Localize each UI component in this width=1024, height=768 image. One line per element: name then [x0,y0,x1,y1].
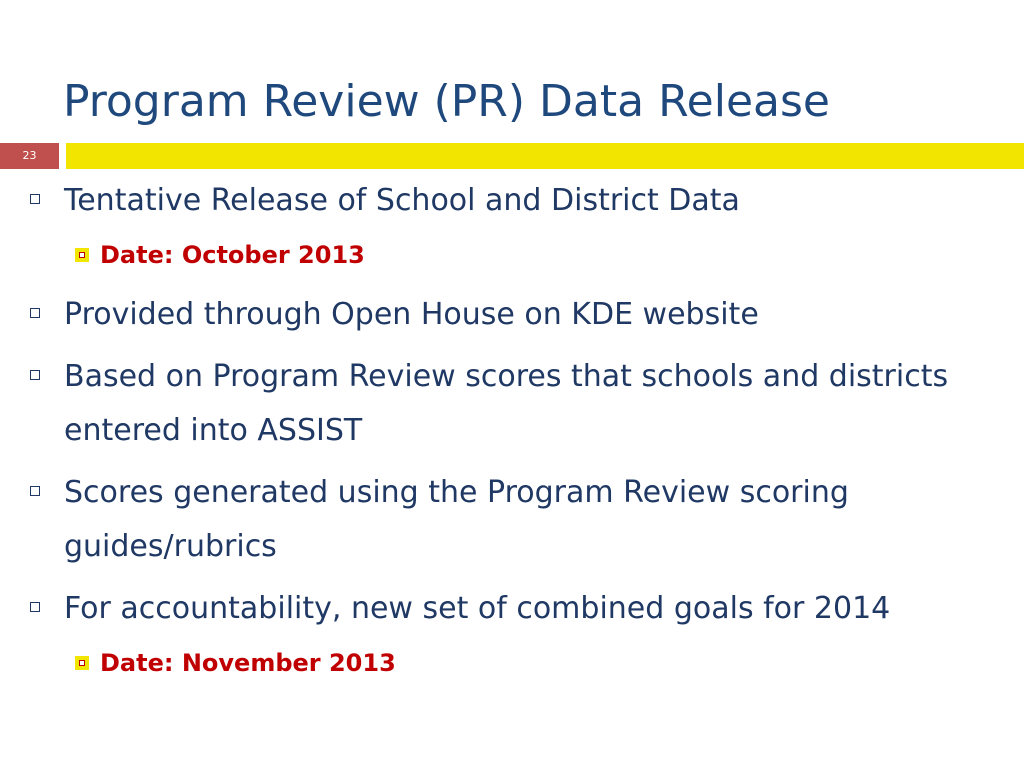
hollow-square-bullet-icon [30,602,40,612]
sub-bullet-item [0,644,1024,682]
slide-number: 23 [0,143,59,169]
sub-bullet-text: Date: October 2013 [100,241,365,269]
bullet-item [0,174,1024,228]
sub-bullet-text: Date: November 2013 [100,649,396,677]
bullet-item [0,288,1024,342]
bullet-text: Tentative Release of School and District Data [64,183,740,218]
bullet-text: Provided through Open House on KDE website [64,297,759,332]
slide-title: Program Review (PR) Data Release [63,76,830,127]
title-accent-bar [66,143,1024,169]
slide-content [0,174,1024,696]
bullet-text: For accountability, new set of combined goals for 2014 [64,591,891,626]
hollow-square-bullet-icon [30,308,40,318]
hollow-square-bullet-icon [30,370,40,380]
bullet-item [0,350,1024,458]
bullet-item [0,582,1024,636]
yellow-square-bullet-icon [75,656,89,670]
bullet-text: Scores generated using the Program Review scoring guides/rubrics [64,475,849,564]
sub-bullet-item [0,236,1024,274]
hollow-square-bullet-icon [30,194,40,204]
bullet-text: Based on Program Review scores that schools and districts entered into ASSIST [64,359,949,448]
hollow-square-bullet-icon [30,486,40,496]
bullet-item [0,466,1024,574]
yellow-square-bullet-icon [75,248,89,262]
